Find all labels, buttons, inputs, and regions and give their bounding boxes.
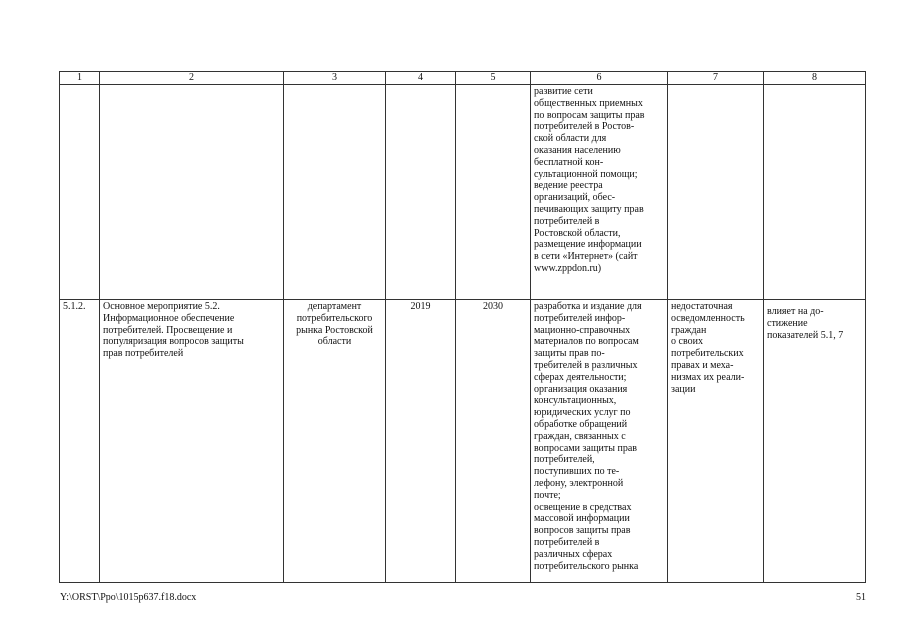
table-row <box>60 85 866 300</box>
row-number <box>60 85 100 300</box>
indicator-relation: влияет на до- стижение показателей 5.1, 7 <box>764 300 866 583</box>
table-header-row <box>60 72 866 85</box>
executor: департамент потребительского рынка Ростовской области <box>284 300 386 583</box>
header-cell-6: 6 <box>531 72 668 85</box>
consequences: недостаточная осведомленность граждан о своих потребительских правах и меха- низмах их реали- зации <box>668 300 764 583</box>
end-year: 2030 <box>456 300 531 583</box>
start-year <box>386 85 456 300</box>
table-row <box>60 300 866 583</box>
header-cell-2: 2 <box>100 72 284 85</box>
header-cell-3: 3 <box>284 72 386 85</box>
end-year <box>456 85 531 300</box>
activity-name <box>100 85 284 300</box>
start-year: 2019 <box>386 300 456 583</box>
program-table <box>59 71 866 583</box>
expected-result: развитие сети общественных приемных по вопросам защиты прав потребителей в Ростов- ской области для оказания населению бесплатной кон- сультационной помощи; ведение реестра организаций, обес- печивающих защиту прав потребителей в Ростовской области, размещение информации в сети «Интернет» (сайт www.zppdon.ru) <box>531 85 668 300</box>
header-cell-4: 4 <box>386 72 456 85</box>
header-cell-5: 5 <box>456 72 531 85</box>
page-number: 51 <box>856 592 866 603</box>
header-cell-8: 8 <box>764 72 866 85</box>
header-cell-1: 1 <box>60 72 100 85</box>
executor <box>284 85 386 300</box>
activity-name: Основное мероприятие 5.2. Информационное обеспечение потребителей. Просвещение и популяризация вопросов защиты прав потребителей <box>100 300 284 583</box>
header-cell-7: 7 <box>668 72 764 85</box>
consequences <box>668 85 764 300</box>
indicator-relation <box>764 85 866 300</box>
row-number: 5.1.2. <box>60 300 100 583</box>
expected-result: разработка и издание для потребителей инфор- мационно-справочных материалов по вопросам защиты прав по- требителей в различных сферах деятельности; организация оказания консультационных, юридических услуг по обработке обращений граждан, связанных с вопросами защиты прав потребителей, поступивших по те- лефону, электронной почте; освещение в средствах массовой информации вопросов защиты прав потребителей в различных сферах потребительского рынка <box>531 300 668 583</box>
file-path: Y:\ORST\Ppo\1015p637.f18.docx <box>60 592 197 603</box>
